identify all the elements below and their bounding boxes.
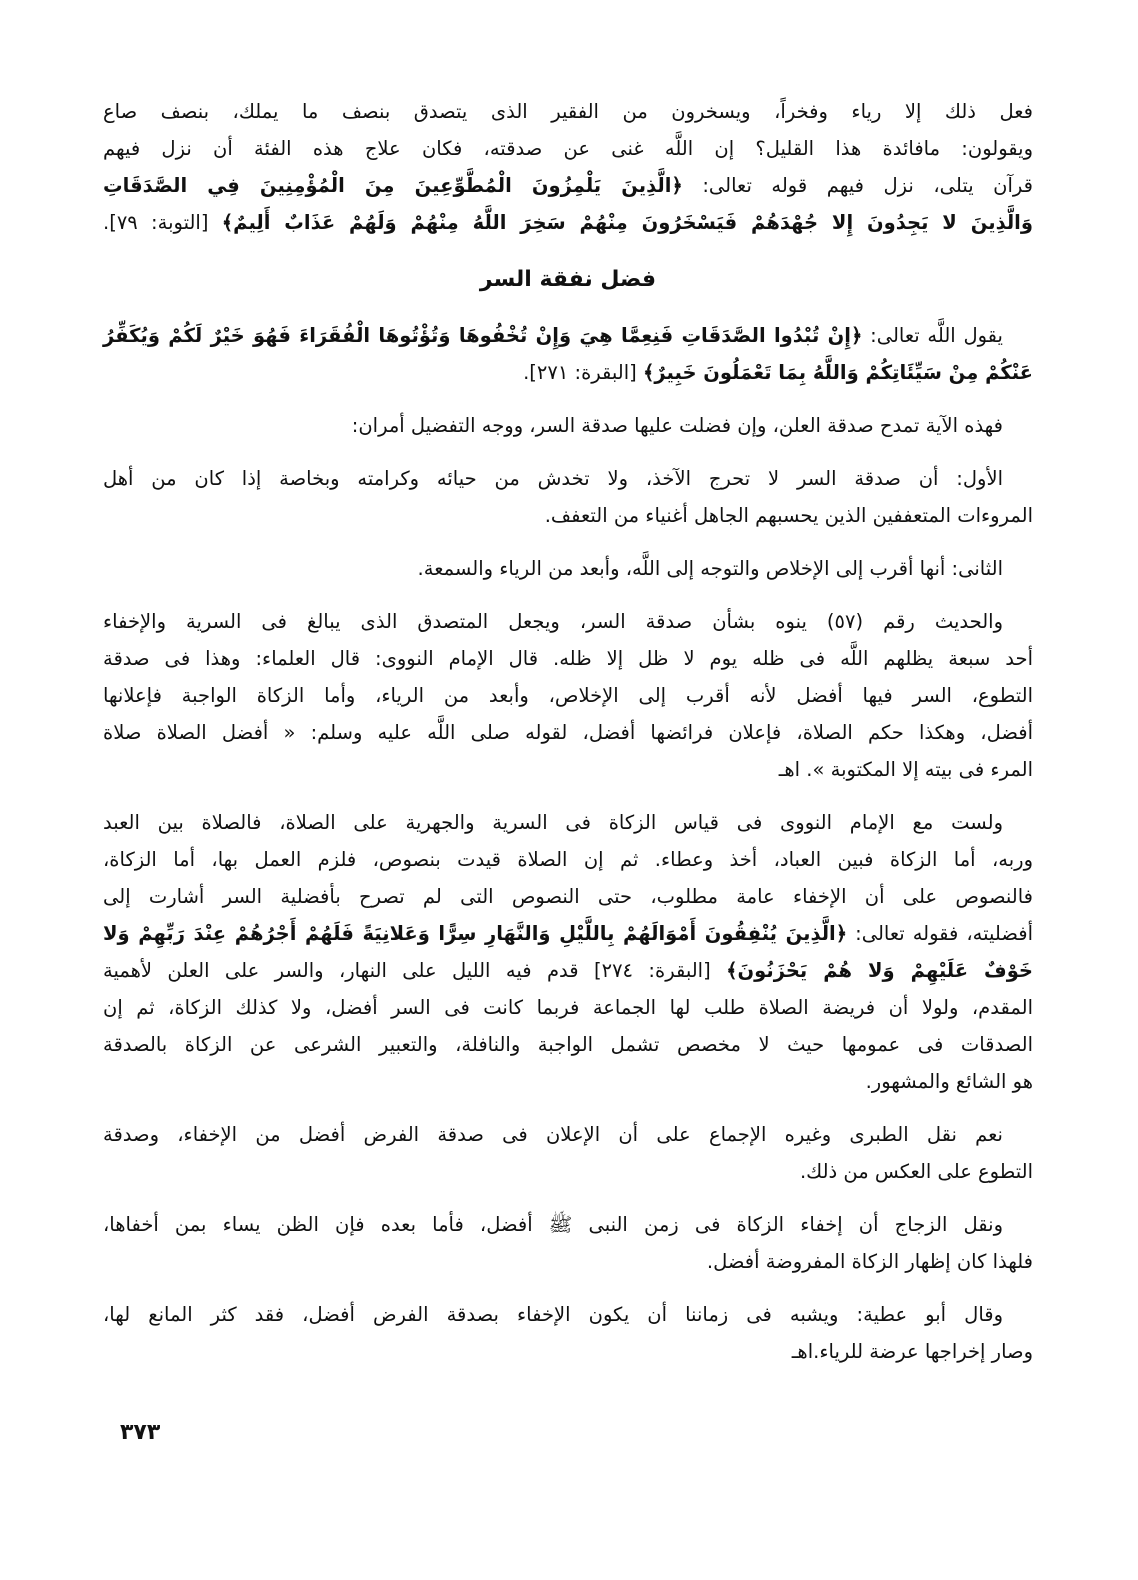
text-segment: قرآن يتلى، نزل فيهم قوله تعالى: — [682, 174, 1033, 197]
quran-verse: وَالَّذِينَ لا يَجِدُونَ إِلا جُهْدَهُمْ فَيَسْخَرُونَ مِنْهُمْ سَخِرَ اللَّهُ مِنْهُمْ وَلَهُمْ عَذَابٌ أَلِيمٌ﴾ — [221, 211, 1033, 234]
text-line — [103, 989, 1033, 1026]
text-line — [103, 1026, 1033, 1063]
text-segment: المقدم، ولولا أن فريضة الصلاة طلب لها الجماعة فربما كانت فى السر أفضل، ولا كذلك الزكاة، ثم إن — [103, 996, 1033, 1019]
paragraph — [103, 407, 1033, 444]
text-segment: فلهذا كان إظهار الزكاة المفروضة أفضل. — [706, 1250, 1033, 1273]
text-segment: هو الشائع والمشهور. — [865, 1070, 1033, 1093]
text-line — [103, 354, 1033, 391]
text-line — [103, 407, 1033, 444]
text-segment: [التوبة: ٧٩]. — [103, 211, 222, 234]
text-line — [103, 714, 1033, 751]
text-segment: فعل ذلك إلا رياء وفخراً، ويسخرون من الفقير الذى يتصدق بنصف ما يملك، بنصف صاع — [103, 100, 1033, 123]
text-line — [103, 497, 1033, 534]
text-line — [103, 1333, 1033, 1370]
text-segment: وقال أبو عطية: ويشبه فى زماننا أن يكون الإخفاء بصدقة الفرض أفضل، فقد كثر المانع لها، — [103, 1303, 1003, 1326]
book-page — [103, 93, 1033, 1386]
text-line — [103, 1116, 1033, 1153]
text-segment: ونقل الزجاج أن إخفاء الزكاة فى زمن النبى ﷺ أفضل، فأما بعده فإن الظن يساء بمن أخفاها، — [103, 1213, 1003, 1236]
text-segment: والحديث رقم (٥٧) ينوه بشأن صدقة السر، ويجعل المتصدق الذى يبالغ فى السرية والإخفاء — [103, 610, 1003, 633]
text-segment: التطوع، السر فيها أفضل لأنه أقرب إلى الإخلاص، وأبعد من الرياء، وأما الزكاة الواجبة فإعلانها — [103, 684, 1033, 707]
quran-verse: عَنْكُمْ مِنْ سَيِّئَاتِكُمْ وَاللَّهُ بِمَا تَعْمَلُونَ خَبِيرٌ﴾ — [642, 361, 1033, 384]
text-line — [103, 603, 1033, 640]
text-line — [103, 204, 1033, 241]
text-segment: الأول: أن صدقة السر لا تحرج الآخذ، ولا تخدش من حيائه وكرامته وبخاصة إذا كان من أهل — [103, 467, 1003, 490]
quran-verse: ﴿إِنْ تُبْدُوا الصَّدَقَاتِ فَنِعِمَّا هِيَ وَإِنْ تُخْفُوهَا وَتُؤْتُوهَا الْفُقَرَاءَ فَهُوَ خَيْرٌ لَكُمْ وَيُكَفِّرُ — [103, 324, 863, 347]
section-heading: فضل نفقة السر — [479, 267, 657, 292]
text-line — [103, 640, 1033, 677]
text-line — [103, 878, 1033, 915]
text-line — [103, 550, 1033, 587]
text-segment: [البقرة: ٢٧٤] قدم فيه الليل على النهار، والسر على العلن لأهمية — [103, 959, 727, 982]
text-line — [103, 1206, 1033, 1243]
paragraph — [103, 1116, 1033, 1190]
text-line — [103, 167, 1033, 204]
text-segment: أحد سبعة يظلهم اللَّه فى ظله يوم لا ظل إلا ظله. قال الإمام النووى: قال العلماء: وهذا فى صدقة — [103, 647, 1033, 670]
text-line — [103, 1153, 1033, 1190]
text-segment: فهذه الآية تمدح صدقة العلن، وإن فضلت عليها صدقة السر، ووجه التفضيل أمران: — [351, 414, 1003, 437]
paragraph — [103, 550, 1033, 587]
text-segment: ويقولون: مافائدة هذا القليل؟ إن اللَّه غنى عن صدقته، فكان علاج هذه الفئة أن نزل فيهم — [103, 137, 1033, 160]
text-segment: ولست مع الإمام النووى فى قياس الزكاة فى السرية والجهرية على الصلاة، فالصلاة بين العبد — [103, 811, 1003, 834]
text-line — [103, 1243, 1033, 1280]
text-segment: وربه، أما الزكاة فبين العباد، أخذ وعطاء. ثم إن الصلاة قيدت بنصوص، فلزم العمل بها، أما الزكاة، — [103, 848, 1033, 871]
quran-verse: خَوْفٌ عَلَيْهِمْ وَلا هُمْ يَحْزَنُونَ﴾ — [726, 959, 1033, 982]
text-segment: [البقرة: ٢٧١]. — [523, 361, 643, 384]
text-line — [103, 1296, 1033, 1333]
text-body-top — [103, 93, 1033, 241]
text-line — [103, 751, 1033, 788]
text-line — [103, 460, 1033, 497]
paragraph — [103, 603, 1033, 788]
text-segment: التطوع على العكس من ذلك. — [799, 1160, 1033, 1183]
text-line — [103, 677, 1033, 714]
text-line — [103, 952, 1033, 989]
text-line — [103, 804, 1033, 841]
text-line — [103, 317, 1033, 354]
text-segment: المروءات المتعففين الذين يحسبهم الجاهل أغنياء من التعفف. — [544, 504, 1033, 527]
text-segment: يقول اللَّه تعالى: — [862, 324, 1003, 347]
paragraph — [103, 804, 1033, 1100]
text-line — [103, 841, 1033, 878]
page-number: ٣٧٣ — [120, 1420, 161, 1445]
paragraph — [103, 1206, 1033, 1280]
text-line — [103, 93, 1033, 130]
text-body — [103, 317, 1033, 1370]
text-segment: فالنصوص على أن الإخفاء عامة مطلوب، حتى النصوص التى لم تصرح بأفضلية السر أشارت إلى — [103, 885, 1033, 908]
quran-verse: ﴿الَّذِينَ يَلْمِزُونَ الْمُطَّوِّعِينَ مِنَ الْمُؤْمِنِينَ فِي الصَّدَقَاتِ — [103, 174, 683, 197]
text-segment: أفضليته، فقوله تعالى: — [847, 922, 1034, 945]
text-segment: الصدقات فى عمومها حيث لا مخصص تشمل الواجبة والنافلة، والتعبير الشرعى عن الزكاة بالصدقة — [103, 1033, 1033, 1056]
text-segment: نعم نقل الطبرى وغيره الإجماع على أن الإعلان فى صدقة الفرض أفضل من الإخفاء، وصدقة — [103, 1123, 1003, 1146]
text-line — [103, 1063, 1033, 1100]
paragraph — [103, 93, 1033, 241]
text-segment: الثانى: أنها أقرب إلى الإخلاص والتوجه إلى اللَّه، وأبعد من الرياء والسمعة. — [417, 557, 1003, 580]
paragraph — [103, 317, 1033, 391]
text-segment: وصار إخراجها عرضة للرياء.اهـ — [791, 1340, 1033, 1363]
text-line — [103, 130, 1033, 167]
paragraph — [103, 1296, 1033, 1370]
paragraph — [103, 460, 1033, 534]
text-segment: المرء فى بيته إلا المكتوبة ». اهـ — [778, 758, 1033, 781]
text-segment: أفضل، وهكذا حكم الصلاة، فإعلان فرائضها أفضل، لقوله صلى اللَّه عليه وسلم: « أفضل الصلاة صلاة — [103, 721, 1033, 744]
text-line — [103, 915, 1033, 952]
quran-verse: ﴿الَّذِينَ يُنْفِقُونَ أَمْوَالَهُمْ بِاللَّيْلِ وَالنَّهَارِ سِرًّا وَعَلانِيَةً فَلَهُمْ أَجْرُهُمْ عِنْدَ رَبِّهِمْ وَلا — [103, 922, 848, 945]
